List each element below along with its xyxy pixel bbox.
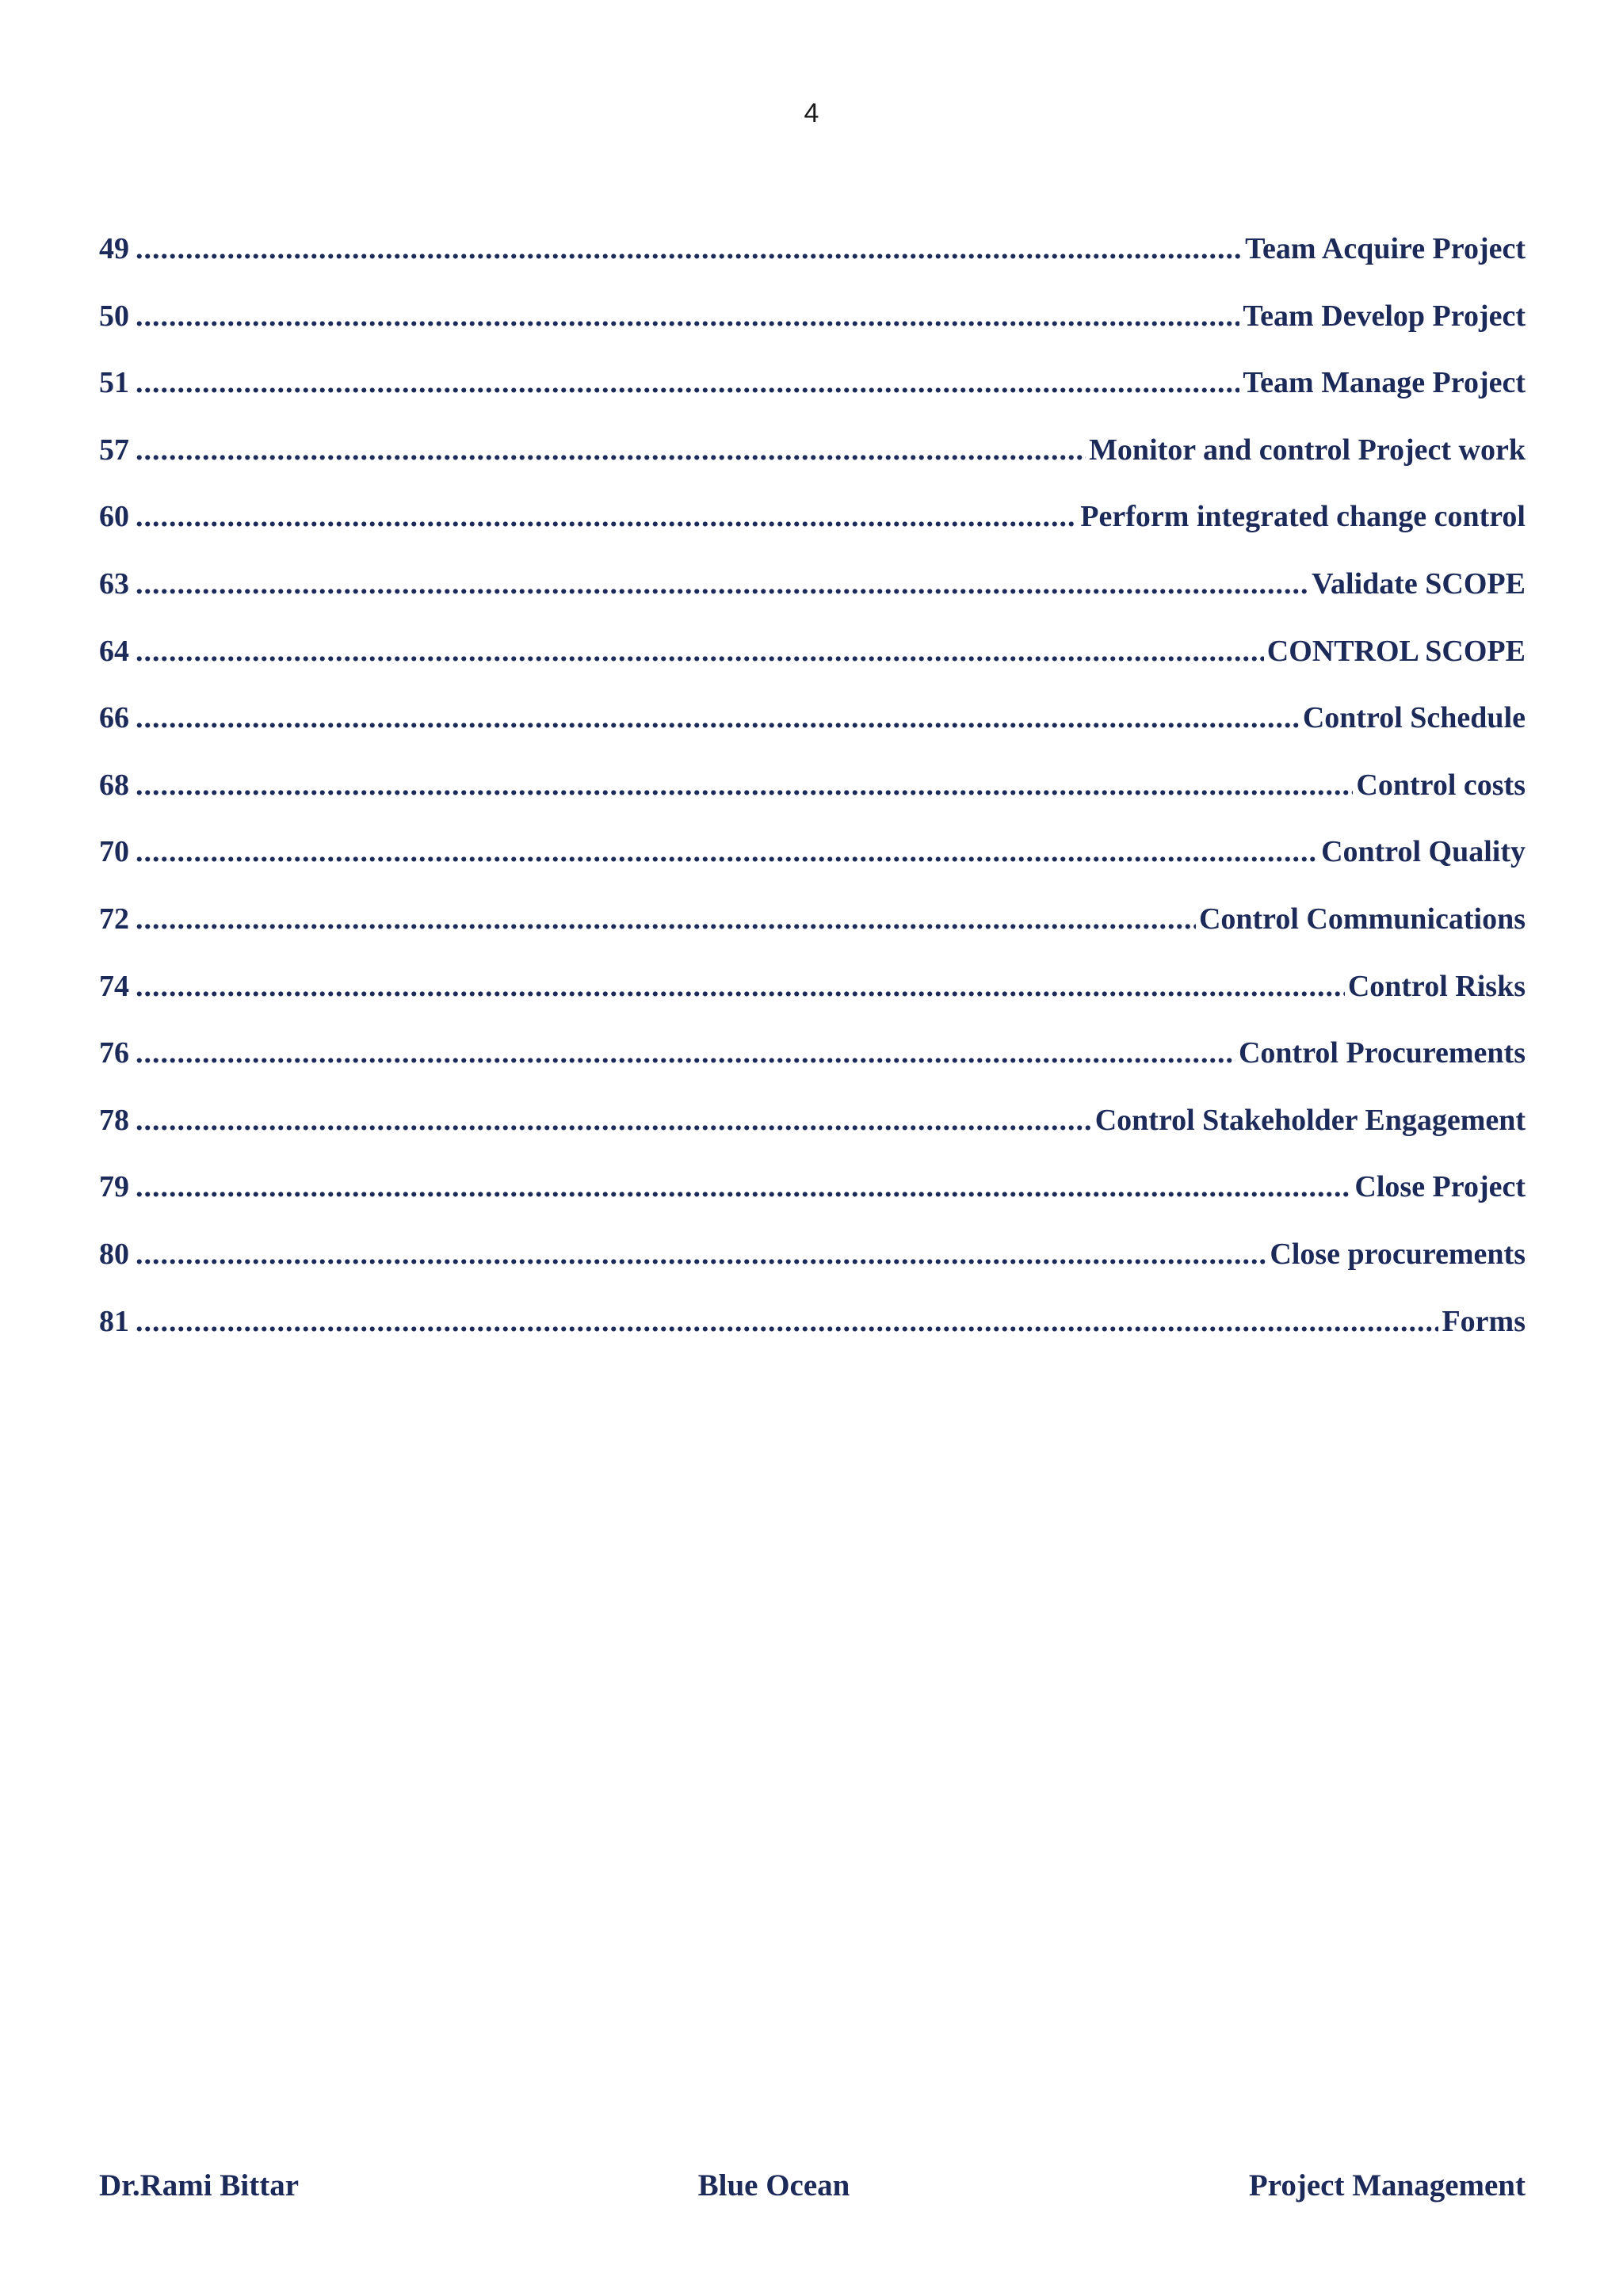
toc-title: Close Project (1354, 1170, 1526, 1204)
toc-entry[interactable] (99, 768, 1526, 835)
toc-page-number: 74 (99, 969, 129, 1003)
toc-page-number: 78 (99, 1103, 129, 1137)
toc-entry[interactable] (99, 634, 1526, 701)
toc-title: Control Quality (1321, 835, 1526, 869)
toc-title: Control costs (1356, 768, 1526, 802)
toc-entry[interactable] (99, 700, 1526, 768)
toc-entry[interactable] (99, 433, 1526, 500)
page-footer (99, 2168, 1526, 2203)
toc-dot-leader (136, 634, 1264, 669)
toc-dot-leader (136, 299, 1239, 334)
toc-entry[interactable] (99, 902, 1526, 969)
footer-center-title: Blue Ocean (697, 2168, 850, 2203)
toc-entry[interactable] (99, 969, 1526, 1036)
toc-title: Monitor and control Project work (1089, 433, 1526, 467)
toc-title: Validate SCOPE (1312, 566, 1526, 601)
toc-dot-leader (136, 1237, 1266, 1272)
toc-page-number: 57 (99, 433, 129, 467)
toc-dot-leader (136, 433, 1086, 467)
toc-page-number: 51 (99, 366, 129, 400)
toc-dot-leader (136, 834, 1318, 869)
toc-entry[interactable] (99, 1237, 1526, 1304)
toc-page-number: 76 (99, 1036, 129, 1070)
toc-dot-leader (136, 902, 1196, 936)
toc-entry[interactable] (99, 365, 1526, 433)
footer-subject: Project Management (1248, 2168, 1526, 2203)
toc-dot-leader (136, 1304, 1438, 1339)
toc-page-number: 72 (99, 902, 129, 936)
footer-author: Dr.Rami Bittar (99, 2168, 300, 2203)
toc-page-number: 81 (99, 1304, 129, 1338)
toc-title: Close procurements (1270, 1237, 1526, 1271)
toc-entry[interactable] (99, 1169, 1526, 1237)
toc-page-number: 49 (99, 232, 129, 265)
toc-dot-leader (136, 566, 1308, 601)
toc-page-number: 50 (99, 299, 129, 333)
toc-title: CONTROL SCOPE (1266, 634, 1526, 668)
toc-title: Control Communications (1198, 902, 1526, 936)
toc-title: Control Stakeholder Engagement (1094, 1103, 1526, 1137)
toc-dot-leader (136, 365, 1239, 400)
toc-title: Perform integrated change control (1080, 500, 1526, 534)
toc-page-number: 66 (99, 701, 129, 735)
toc-title: Forms (1442, 1304, 1526, 1338)
toc-title: Control Risks (1347, 969, 1526, 1003)
toc-dot-leader (136, 1035, 1235, 1070)
toc-dot-leader (136, 700, 1300, 735)
toc-page-number: 63 (99, 566, 129, 601)
toc-page-number: 80 (99, 1237, 129, 1271)
toc-dot-leader (136, 231, 1242, 266)
toc-title: Team Acquire Project (1245, 232, 1526, 265)
toc-dot-leader (136, 768, 1353, 803)
toc-page-number: 70 (99, 835, 129, 869)
toc-title: Control Schedule (1302, 701, 1526, 735)
toc-entry[interactable] (99, 231, 1526, 299)
toc-dot-leader (136, 1169, 1351, 1204)
toc-dot-leader (136, 1103, 1092, 1138)
toc-title: Control Procurements (1238, 1036, 1526, 1070)
toc-dot-leader (136, 969, 1345, 1004)
table-of-contents (99, 231, 1526, 1371)
page-number: 4 (804, 98, 819, 128)
toc-entry[interactable] (99, 299, 1526, 366)
toc-entry[interactable] (99, 1103, 1526, 1170)
toc-entry[interactable] (99, 1035, 1526, 1103)
toc-entry[interactable] (99, 566, 1526, 634)
toc-entry[interactable] (99, 499, 1526, 566)
toc-entry[interactable] (99, 834, 1526, 902)
toc-entry[interactable] (99, 1304, 1526, 1371)
toc-page-number: 60 (99, 500, 129, 534)
toc-title: Team Develop Project (1243, 299, 1526, 333)
toc-page-number: 64 (99, 634, 129, 668)
toc-dot-leader (136, 499, 1077, 534)
toc-page-number: 79 (99, 1170, 129, 1204)
toc-title: Team Manage Project (1243, 366, 1526, 400)
toc-page-number: 68 (99, 768, 129, 802)
